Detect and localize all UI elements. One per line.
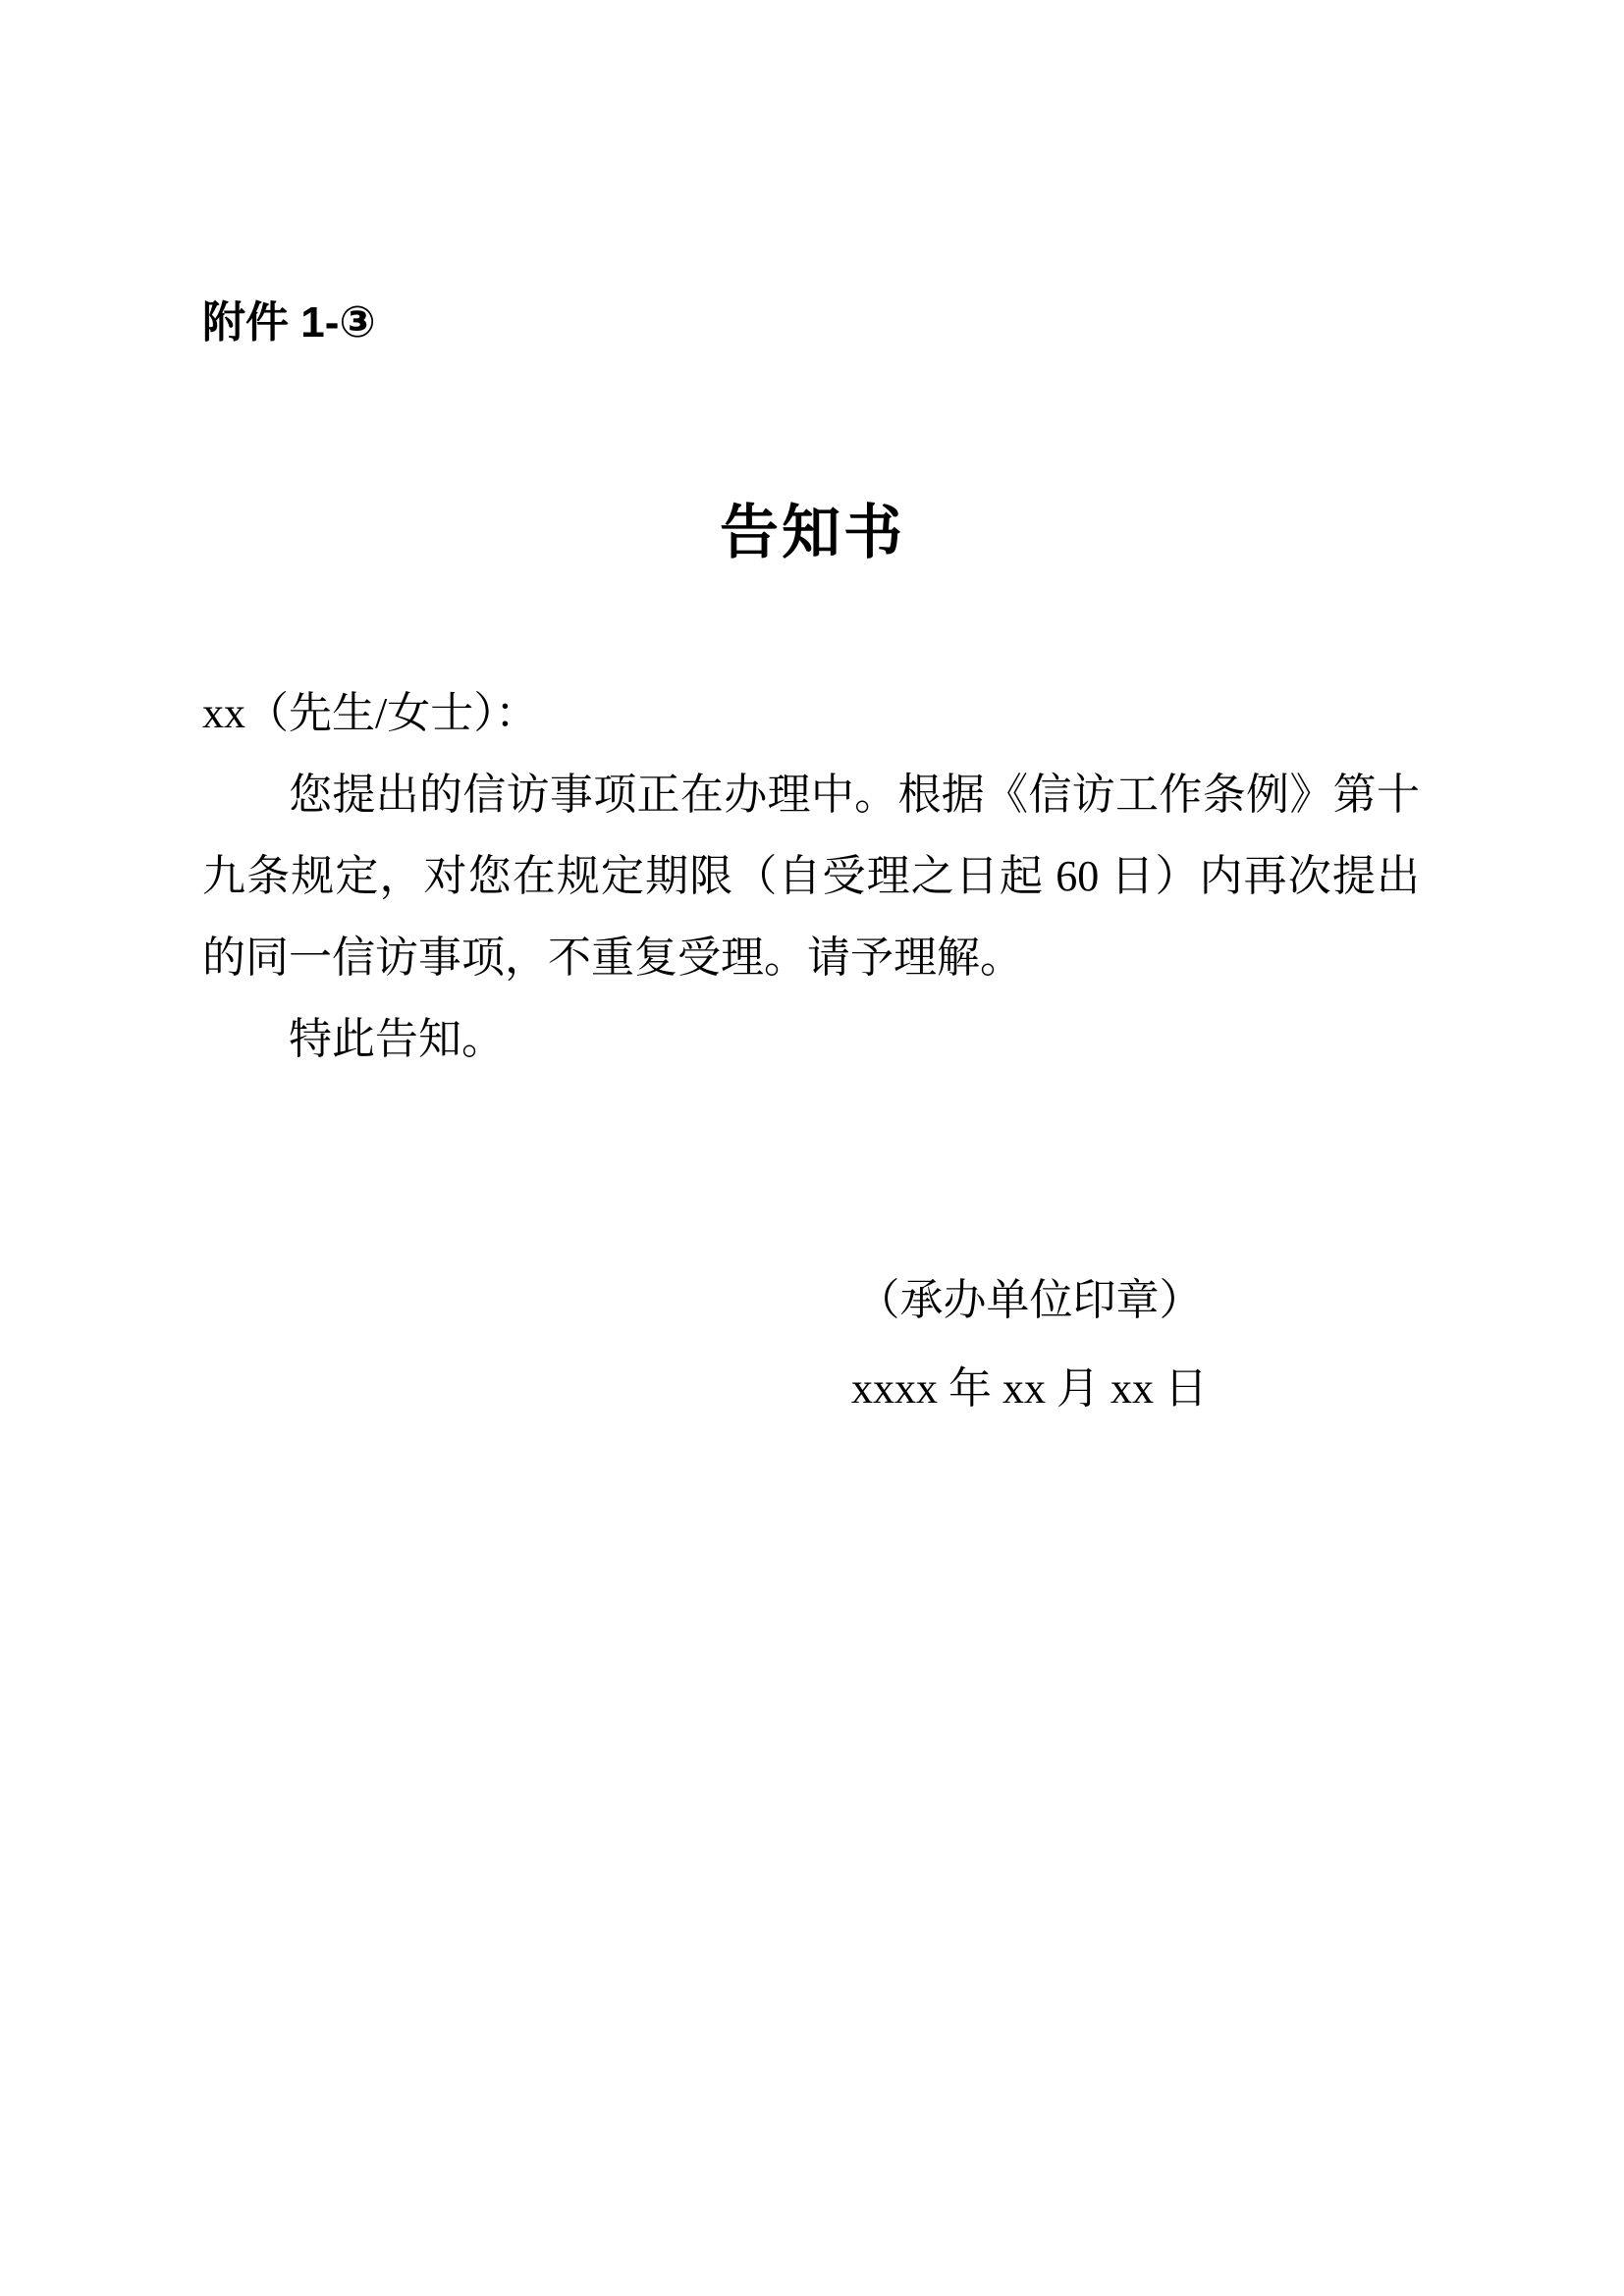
salutation-line: xx（先生/女士）： bbox=[202, 689, 539, 737]
closing-line: 特此告知。 bbox=[289, 1015, 505, 1063]
document-body bbox=[202, 672, 1420, 1080]
seal-placeholder: （承办单位印章） bbox=[856, 1276, 1203, 1324]
body-paragraph: 您提出的信访事项正在办理中。根据《信访工作条例》第十九条规定，对您在规定期限（自受理之日起 60 日）内再次提出的同一信访事项，不重复受理。请予理解。 bbox=[202, 771, 1420, 982]
attachment-label: 附件 1-③ bbox=[202, 298, 376, 347]
document-title: 告知书 bbox=[720, 501, 905, 565]
signature-block bbox=[851, 1256, 1208, 1433]
date-line: xxxx 年 xx 月 xx 日 bbox=[851, 1364, 1208, 1413]
